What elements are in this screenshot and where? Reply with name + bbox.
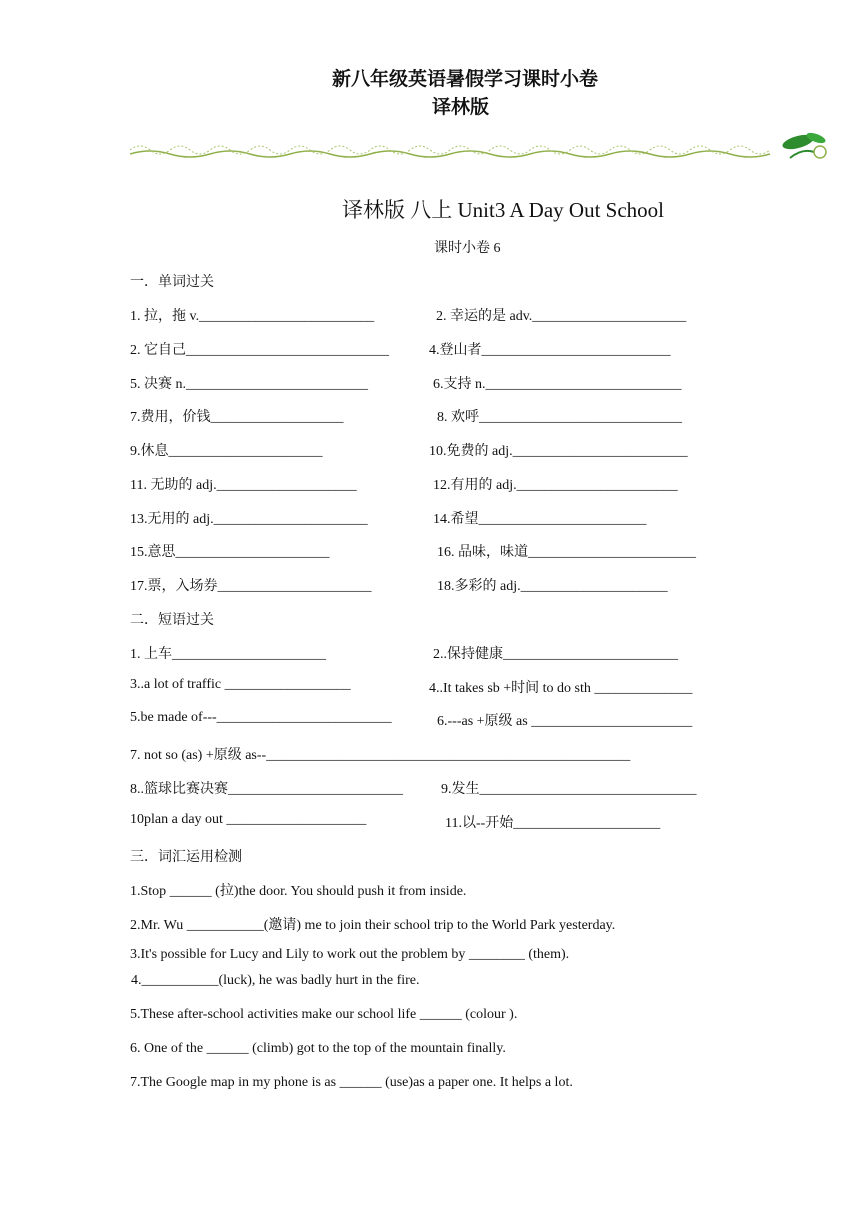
vocab-item: 11. 无助的 adj.____________________ <box>130 478 357 493</box>
sprout-icon <box>781 131 827 158</box>
exercise-item: 2.Mr. Wu ___________(邀请) me to join their school trip to the World Park yesterday. <box>130 918 616 933</box>
vocab-item: 17.票，入场券______________________ <box>130 579 372 594</box>
vocab-item: 13.无用的 adj.______________________ <box>130 512 368 527</box>
vocab-item: 8. 欢呼_____________________________ <box>437 410 682 425</box>
phrase-item: 1. 上车______________________ <box>130 647 326 662</box>
phrase-item: 9.发生_______________________________ <box>441 782 697 797</box>
exercise-item: 7.The Google map in my phone is as ______ (use)as a paper one. It helps a lot. <box>130 1075 573 1090</box>
vocab-item: 18.多彩的 adj._____________________ <box>437 579 668 594</box>
phrase-item: 8..篮球比赛决赛_________________________ <box>130 782 403 797</box>
edition-label: 译林版 <box>432 96 490 118</box>
vocab-item: 16. 品味，味道________________________ <box>437 545 696 560</box>
phrase-item: 4..It takes sb +时间 to do sth ______________ <box>429 681 693 696</box>
phrase-item: 7. not so (as) +原级 as--____________________________________________________ <box>130 748 631 763</box>
exercise-item: 5.These after-school activities make our school life ______ (colour ). <box>130 1007 518 1022</box>
vocab-item: 4.登山者___________________________ <box>429 343 671 358</box>
phrase-item: 6.---as +原级 as _______________________ <box>437 714 693 729</box>
exercise-item: 1.Stop ______ (拉)the door. You should push it from inside. <box>130 884 467 899</box>
vocab-item: 2. 幸运的是 adv.______________________ <box>436 309 687 324</box>
unit-title: 译林版 八上 Unit3 A Day Out School <box>342 198 665 222</box>
vine-border-icon <box>130 146 770 157</box>
vocab-item: 1. 拉，拖 v._________________________ <box>130 309 375 324</box>
paper-number: 课时小卷 6 <box>434 241 501 256</box>
vocab-item: 5. 决赛 n.__________________________ <box>130 377 368 392</box>
phrase-item: 10plan a day out ____________________ <box>130 812 367 827</box>
phrase-item: 3..a lot of traffic __________________ <box>130 677 351 692</box>
vine-divider <box>130 128 830 162</box>
vocab-item: 2. 它自己_____________________________ <box>130 343 389 358</box>
vocab-item: 6.支持 n.____________________________ <box>433 377 682 392</box>
page-title: 新八年级英语暑假学习课时小卷 <box>332 68 599 90</box>
phrase-item: 2..保持健康_________________________ <box>433 647 678 662</box>
vocab-item: 12.有用的 adj._______________________ <box>433 478 678 493</box>
phrase-item: 5.be made of---_________________________ <box>130 710 392 725</box>
exercise-item: 6. One of the ______ (climb) got to the top of the mountain finally. <box>130 1041 506 1056</box>
section-heading: 一．单词过关 <box>130 275 214 290</box>
exercise-item: 4.___________(luck), he was badly hurt in the fire. <box>131 973 420 988</box>
vocab-item: 9.休息______________________ <box>130 444 323 459</box>
section-heading: 三．词汇运用检测 <box>130 850 242 865</box>
exercise-item: 3.It's possible for Lucy and Lily to work out the problem by ________ (them). <box>130 947 570 962</box>
vocab-item: 10.免费的 adj._________________________ <box>429 444 688 459</box>
phrase-item: 11.以--开始_____________________ <box>445 816 661 831</box>
section-heading: 二．短语过关 <box>130 613 214 628</box>
vocab-item: 7.费用，价钱___________________ <box>130 410 344 425</box>
vocab-item: 14.希望________________________ <box>433 512 647 527</box>
vocab-item: 15.意思______________________ <box>130 545 330 560</box>
